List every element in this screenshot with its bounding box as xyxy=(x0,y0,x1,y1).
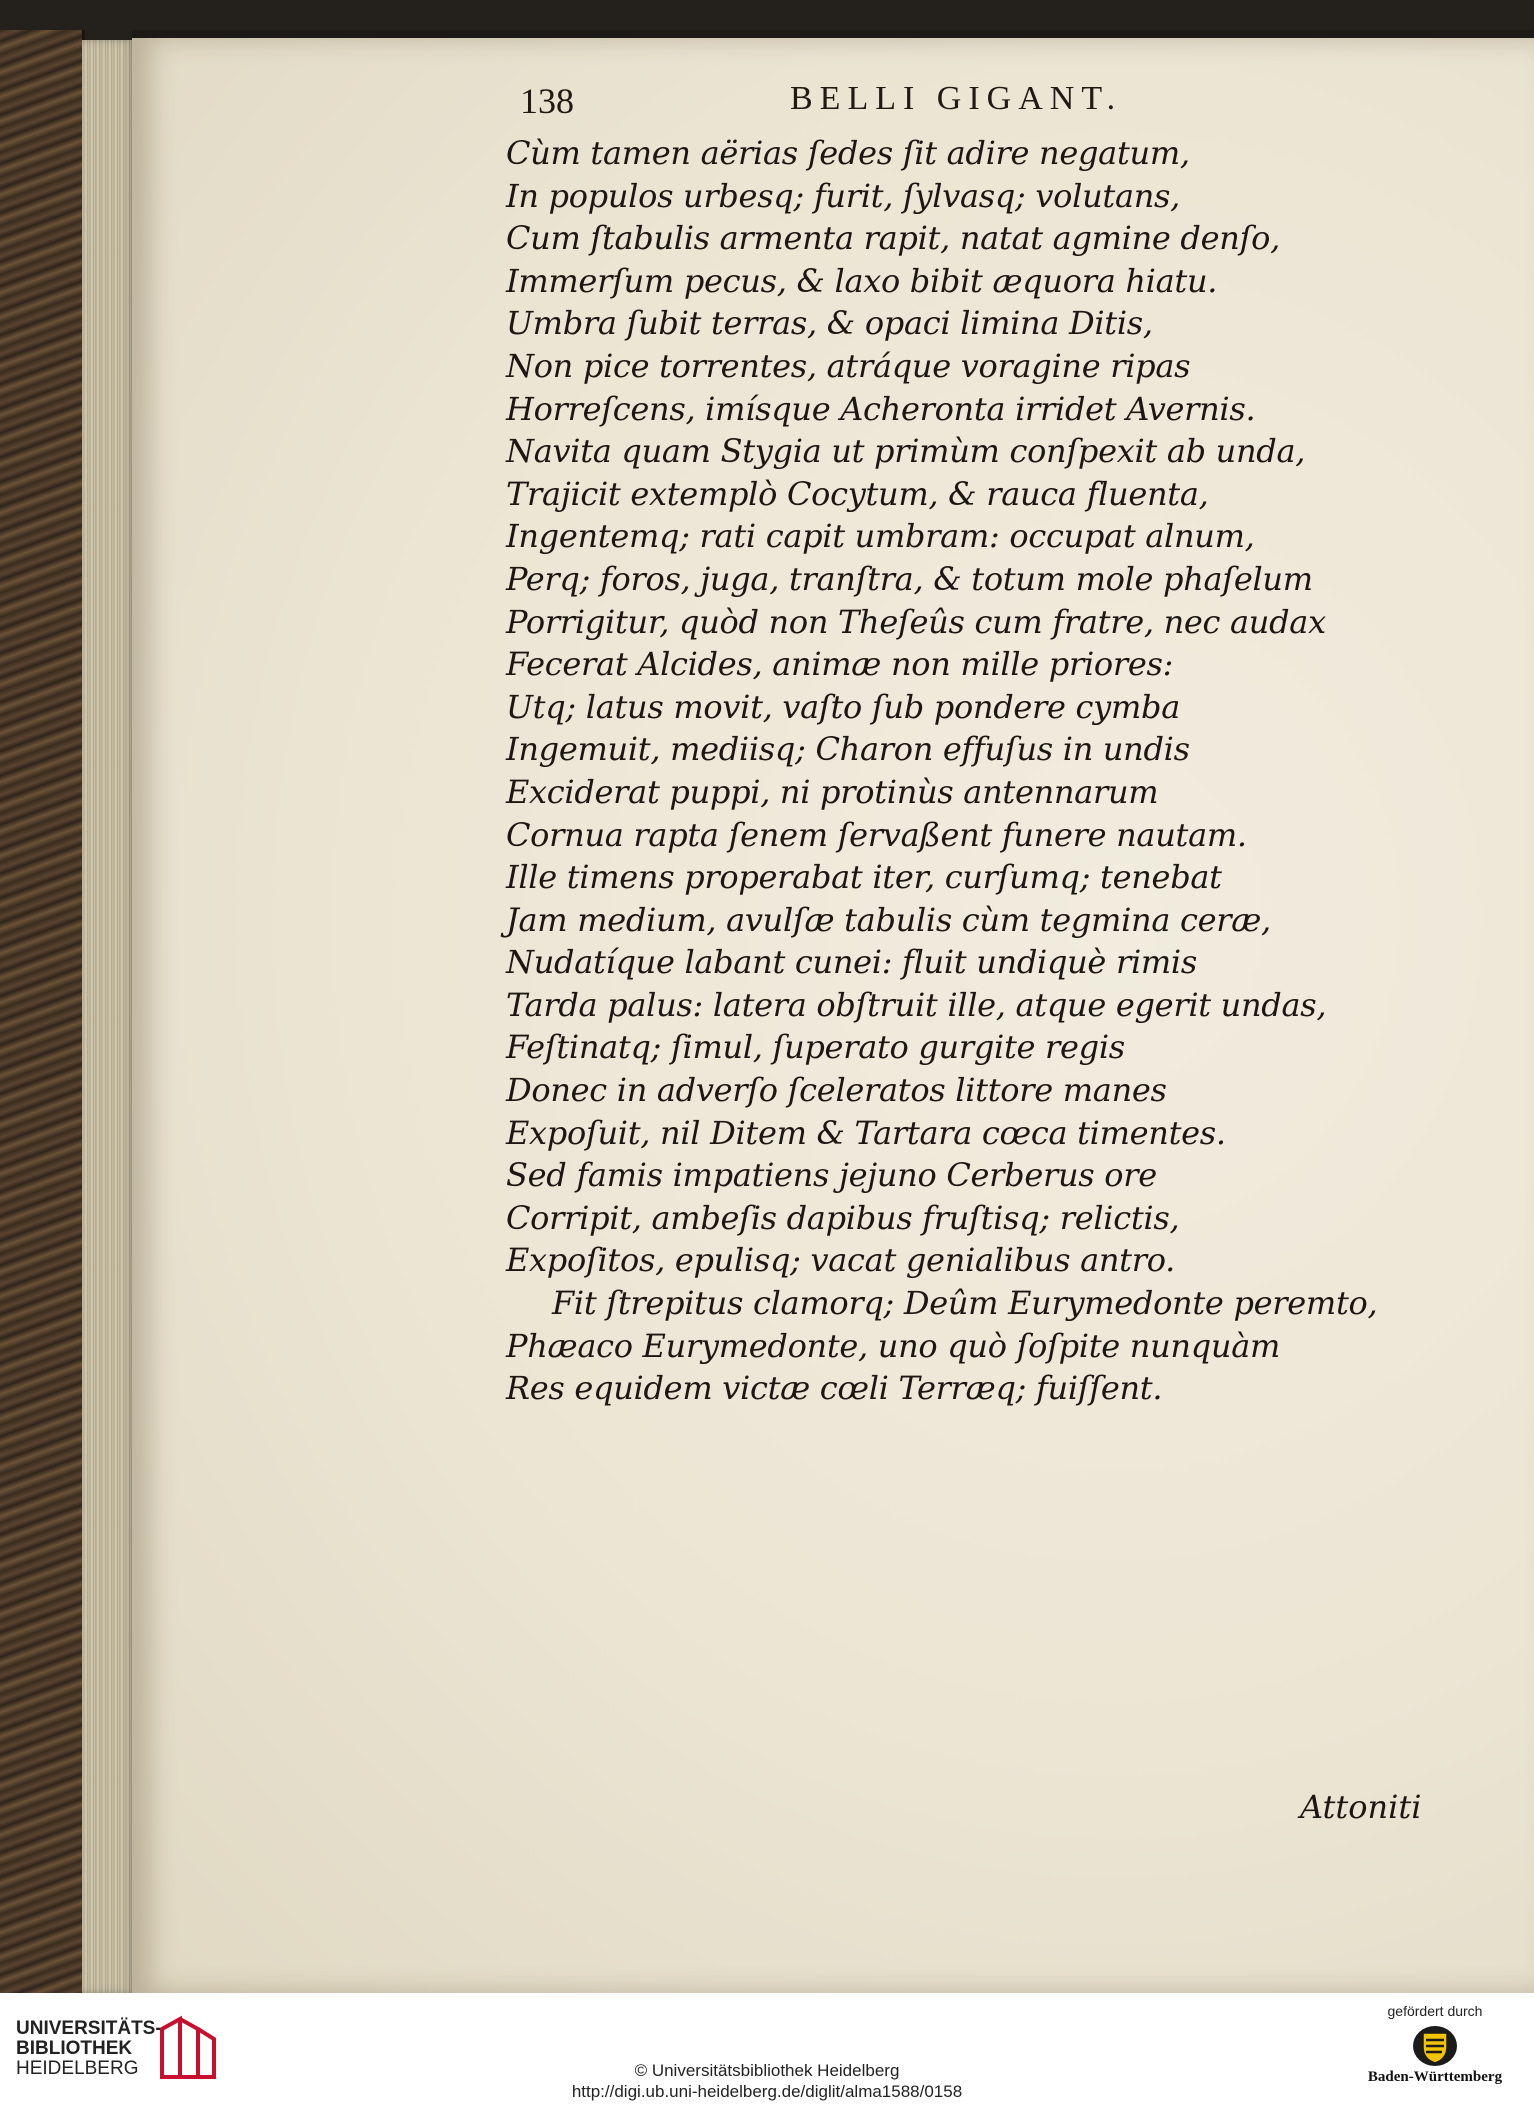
library-name-line: UNIVERSITÄTS- xyxy=(16,2018,162,2039)
running-head xyxy=(520,80,1340,130)
verse-line: Exciderat puppi, ni protinùs antennarum xyxy=(506,772,1159,811)
state-crest-icon xyxy=(1412,2025,1458,2067)
verse-line: Corripit, ambeſis dapibus fruſtisq; relictis, xyxy=(506,1198,1180,1237)
verse-text xyxy=(506,132,1406,1410)
verse-line: Ille timens properabat iter, curſumq; tenebat xyxy=(506,858,1222,897)
verse-line: Feſtinatq; ſimul, ſuperato gurgite regis xyxy=(506,1028,1125,1067)
running-head-title: BELLI GIGANT. xyxy=(790,80,1123,117)
library-footer xyxy=(0,1993,1534,2104)
book-cover-edge xyxy=(0,30,85,1993)
verse-line: Horreſcens, imísque Acheronta irridet Avernis. xyxy=(506,389,1256,428)
verse-line: Cum ſtabulis armenta rapit, natat agmine denſo, xyxy=(506,219,1280,258)
verse-line: Fit ſtrepitus clamorq; Deûm Eurymedonte peremto, xyxy=(552,1284,1378,1323)
copyright-notice: © Universitätsbibliothek Heidelberg xyxy=(634,2061,900,2080)
sponsor-label: gefördert durch xyxy=(1387,2003,1483,2019)
verse-line: Ingentemq; rati capit umbram: occupat alnum, xyxy=(506,517,1255,556)
verse-line: Expoſitos, epulisq; vacat genialibus antro. xyxy=(506,1241,1175,1280)
library-name-line: BIBLIOTHEK xyxy=(16,2038,133,2059)
verse-line: Utq; latus movit, vaſto ſub pondere cymba xyxy=(506,687,1180,726)
verse-line: Jam medium, avulſæ tabulis cùm tegmina ceræ, xyxy=(506,900,1271,939)
verse-line: Sed famis impatiens jejuno Cerberus ore xyxy=(506,1156,1157,1195)
verse-line: Expoſuit, nil Ditem & Tartara cœca timentes. xyxy=(506,1113,1226,1152)
verse-line: Perq; foros, juga, tranſtra, & totum mole phaſelum xyxy=(506,559,1313,598)
verse-line: Tarda palus: latera obſtruit ille, atque egerit undas, xyxy=(506,985,1327,1024)
verse-line: Immerſum pecus, & laxo bibit æquora hiatu. xyxy=(506,261,1218,300)
verse-line: Navita quam Stygia ut primùm conſpexit ab unda, xyxy=(506,432,1306,471)
verse-line: Phæaco Eurymedonte, uno quò ſoſpite nunquàm xyxy=(506,1326,1281,1365)
verse-line: In populos urbesq; furit, ſylvasq; volutans, xyxy=(506,176,1181,215)
verse-line: Umbra ſubit terras, & opaci limina Ditis, xyxy=(506,304,1153,343)
verse-line: Porrigitur, quòd non Theſeûs cum fratre, nec audax xyxy=(506,602,1326,641)
verse-line: Res equidem victæ cœli Terræq; fuiſſent. xyxy=(506,1369,1163,1408)
permalink[interactable]: http://digi.ub.uni-heidelberg.de/diglit/alma1588/0158 xyxy=(571,2082,963,2101)
verse-line: Cornua rapta ſenem ſervaßent funere nautam. xyxy=(506,815,1247,854)
page-edges xyxy=(82,40,136,1993)
verse-line: Fecerat Alcides, animæ non mille priores: xyxy=(506,645,1174,684)
sponsor-block xyxy=(1340,2003,1530,2099)
verse-line: Cùm tamen aërias ſedes ſit adire negatum, xyxy=(506,134,1190,172)
verse-line: Ingemuit, mediisq; Charon effuſus in undis xyxy=(506,730,1190,769)
verse-line: Nudatíque labant cunei: fluit undiquè rimis xyxy=(506,943,1197,982)
verse-line: Trajicit extemplò Cocytum, & rauca fluenta, xyxy=(506,474,1209,513)
sponsor-name: Baden-Württemberg xyxy=(1367,2069,1503,2085)
verse-line: Donec in adverſo ſceleratos littore manes xyxy=(506,1071,1167,1110)
library-name-line: HEIDELBERG xyxy=(16,2058,139,2079)
catchword: Attoniti xyxy=(1300,1788,1422,1826)
verse-line: Non pice torrentes, atráque voragine ripas xyxy=(506,346,1191,385)
page-number: 138 xyxy=(520,81,574,121)
